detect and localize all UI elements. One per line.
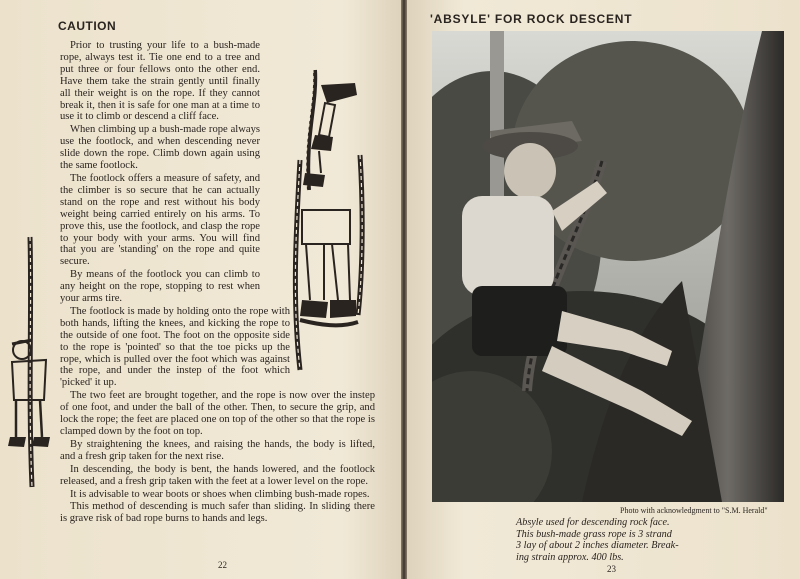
paragraph: By means of the footlock you can climb to any height on the rope, stopping to rest when your arms tire. xyxy=(60,269,260,305)
paragraph: By straightening the knees, and raising the hands, the body is lifted, and a fresh grip taken for the next rise. xyxy=(60,438,375,462)
paragraph: In descending, the body is bent, the hands lowered, and the footlock released, and a fresh grip taken with the feet at a lower level on the rope. xyxy=(60,463,375,487)
caption-line: ing strain approx. 400 lbs. xyxy=(516,551,624,563)
caption-line: Absyle used for descending rock face. xyxy=(516,517,670,528)
left-page-number: 22 xyxy=(218,560,227,570)
photo-caption xyxy=(516,517,786,563)
paragraph: Prior to trusting your life to a bush-made rope, always test it. Tie one end to a tree and put three or four fellows onto the other end. Have them take the strain gently until finally all their weight is on the rope. If they cannot break it, then it is safe for one man at a time to use it to climb or descend a cliff face. xyxy=(60,40,260,123)
paragraph: The footlock offers a measure of safety, and the climber is so secure that he can actually stand on the rope and rest without his body weight being carried entirely on his arms. To prove this, use the footlock, and clasp the rope to your body with your arms. You will find that you are 'standing' on the rope and quite secure. xyxy=(60,172,260,268)
paragraph: When climbing up a bush-made rope always use the footlock, and when descending never slide down the rope. Climb down again using the same footlock. xyxy=(60,124,260,172)
paragraph: The footlock is made by holding onto the rope with both hands, lifting the knees, and kicking the rope to the outside of one foot. The foot on the opposite side to the rope is 'pointed' so that the toe picks up the rope, which is pulled over the foot which was against the rope, and under the instep of the foot which 'picked' it up. xyxy=(60,305,290,389)
footlock-illustration-bottom-icon xyxy=(280,150,375,375)
right-page-heading: 'ABSYLE' FOR ROCK DESCENT xyxy=(430,12,633,26)
book-gutter xyxy=(401,0,407,579)
paragraph: It is advisable to wear boots or shoes when climbing bush-made ropes. xyxy=(70,488,370,500)
caption-line: 3 lay of about 2 inches diameter. Break- xyxy=(516,540,679,551)
rope-climber-illustration-icon xyxy=(2,232,62,492)
caution-heading: CAUTION xyxy=(58,19,117,33)
caption-line: This bush-made grass rope is 3 strand xyxy=(516,528,672,540)
absyle-photo xyxy=(432,31,784,502)
paragraph: This method of descending is much safer than sliding. In sliding there is grave risk of bad rope burns to hands and legs. xyxy=(60,501,375,525)
photo-credit: Photo with acknowledgment to "S.M. Herald" xyxy=(620,506,768,515)
right-page-number: 23 xyxy=(607,564,616,574)
paragraph: The two feet are brought together, and the rope is now over the instep of one foot, and under the ball of the other. Then, to secure the grip, and lock the rope; the feet are placed one on top of the other so that the rope is clamped down by the foot on top. xyxy=(60,390,375,437)
